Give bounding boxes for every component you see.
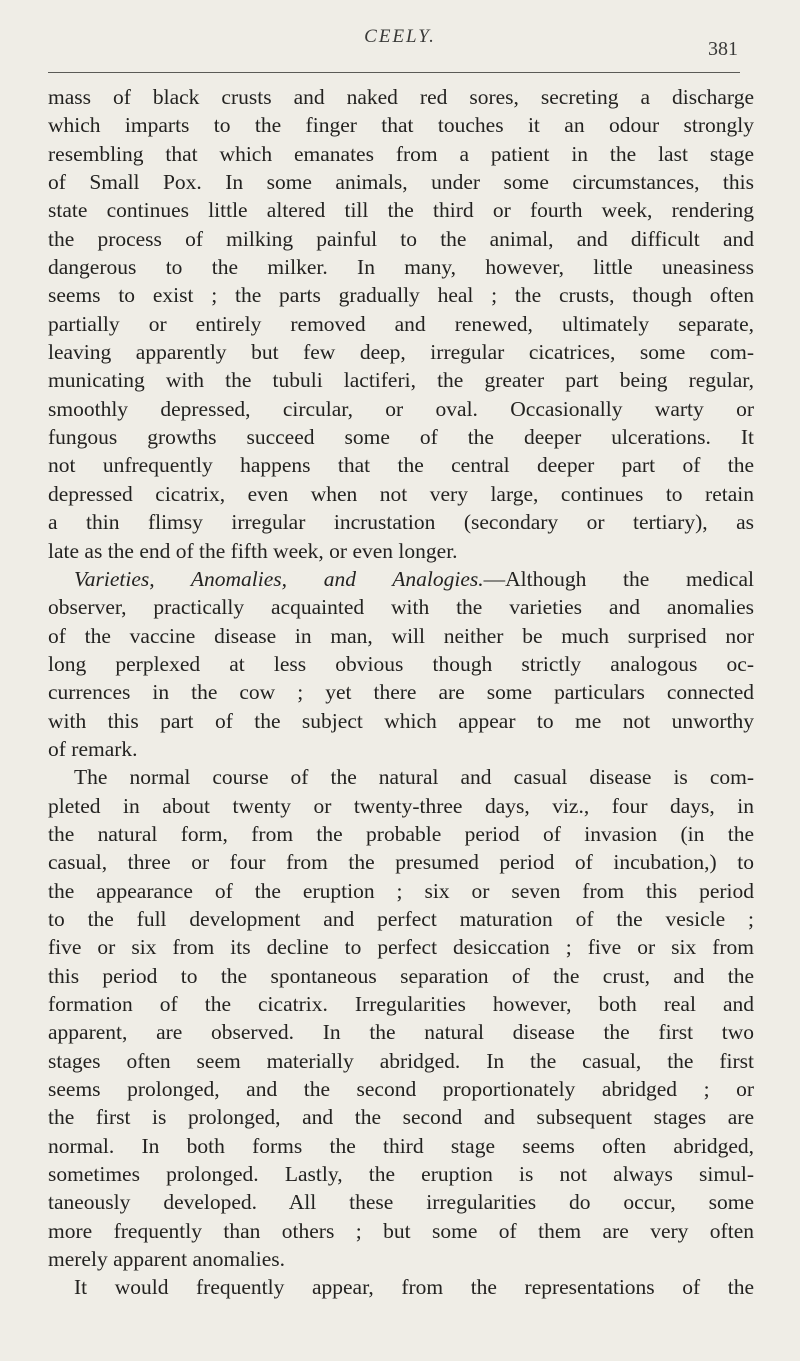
- text-line: It would frequently appear, from the representations of the: [74, 1275, 754, 1300]
- text-line: more frequently than others ; but some of them are very often: [48, 1218, 754, 1243]
- text-line: observer, practically acquainted with the varieties and anomalies: [48, 595, 754, 620]
- text-line: currences in the cow ; yet there are some particulars connected: [48, 680, 754, 705]
- text-line: of the vaccine disease in man, will neither be much surprised nor: [48, 623, 754, 648]
- section-heading: Varieties, Anomalies, and Analogies.: [74, 566, 484, 591]
- text-line: merely apparent anomalies.: [48, 1247, 285, 1272]
- text-line: five or six from its decline to perfect desiccation ; five or six from: [48, 935, 754, 960]
- text-line: stages often seem materially abridged. In the casual, the first: [48, 1048, 754, 1073]
- text-line: fungous growths succeed some of the deeper ulcerations. It: [48, 425, 754, 450]
- text-line: casual, three or four from the presumed period of incubation,) to: [48, 850, 754, 875]
- body-text: [48, 83, 754, 1302]
- text-line: resembling that which emanates from a patient in the last stage: [48, 141, 754, 166]
- text-line: [48, 565, 754, 593]
- paragraph: [48, 83, 754, 565]
- text-line: pleted in about twenty or twenty-three days, viz., four days, in: [48, 793, 754, 818]
- text-line: of Small Pox. In some animals, under some circumstances, this: [48, 170, 754, 195]
- text-line: the process of milking painful to the animal, and difficult and: [48, 226, 754, 251]
- text-line: smoothly depressed, circular, or oval. Occasionally warty or: [48, 396, 754, 421]
- running-title: CEELY.: [364, 26, 436, 47]
- text-line: seems prolonged, and the second proportionately abridged ; or: [48, 1077, 754, 1102]
- paragraph: [48, 1273, 754, 1301]
- text-line: taneously developed. All these irregularities do occur, some: [48, 1190, 754, 1215]
- page-number: 381: [708, 38, 738, 60]
- text-line: long perplexed at less obvious though strictly analogous oc-: [48, 651, 754, 676]
- paragraph: [48, 565, 754, 763]
- text-line: municating with the tubuli lactiferi, the greater part being regular,: [48, 368, 754, 393]
- paragraph: [48, 763, 754, 1273]
- text-line: mass of black crusts and naked red sores, secreting a discharge: [48, 85, 754, 109]
- text-line: with this part of the subject which appear to me not unworthy: [48, 708, 754, 733]
- text-line: the natural form, from the probable period of invasion (in the: [48, 821, 754, 846]
- text-line: depressed cicatrix, even when not very large, continues to retain: [48, 481, 754, 506]
- text-line: formation of the cicatrix. Irregularities however, both real and: [48, 992, 754, 1016]
- text-line: the first is prolonged, and the second and subsequent stages are: [48, 1105, 754, 1130]
- text-line: not unfrequently happens that the central deeper part of the: [48, 453, 754, 478]
- text-line: this period to the spontaneous separation of the crust, and the: [48, 963, 754, 988]
- text-run: —Although the medical: [483, 566, 754, 591]
- header-rule: [48, 72, 740, 73]
- text-line: to the full development and perfect maturation of the vesicle ;: [48, 906, 754, 931]
- text-line: which imparts to the finger that touches it an odour strongly: [48, 113, 754, 138]
- text-line: seems to exist ; the parts gradually heal ; the crusts, though often: [48, 283, 754, 308]
- text-line: partially or entirely removed and renewed, ultimately separate,: [48, 311, 754, 336]
- text-line: dangerous to the milker. In many, however, little uneasiness: [48, 255, 754, 280]
- text-line: of remark.: [48, 736, 138, 761]
- text-line: The normal course of the natural and casual disease is com-: [74, 765, 754, 790]
- text-line: a thin flimsy irregular incrustation (secondary or tertiary), as: [48, 510, 754, 535]
- text-line: apparent, are observed. In the natural disease the first two: [48, 1020, 754, 1045]
- text-line: normal. In both forms the third stage seems often abridged,: [48, 1133, 754, 1158]
- text-line: state continues little altered till the third or fourth week, rendering: [48, 198, 754, 223]
- text-line: leaving apparently but few deep, irregular cicatrices, some com-: [48, 340, 754, 365]
- text-line: the appearance of the eruption ; six or seven from this period: [48, 878, 754, 903]
- text-line: sometimes prolonged. Lastly, the eruption is not always simul-: [48, 1162, 754, 1187]
- text-line: late as the end of the fifth week, or even longer.: [48, 538, 458, 563]
